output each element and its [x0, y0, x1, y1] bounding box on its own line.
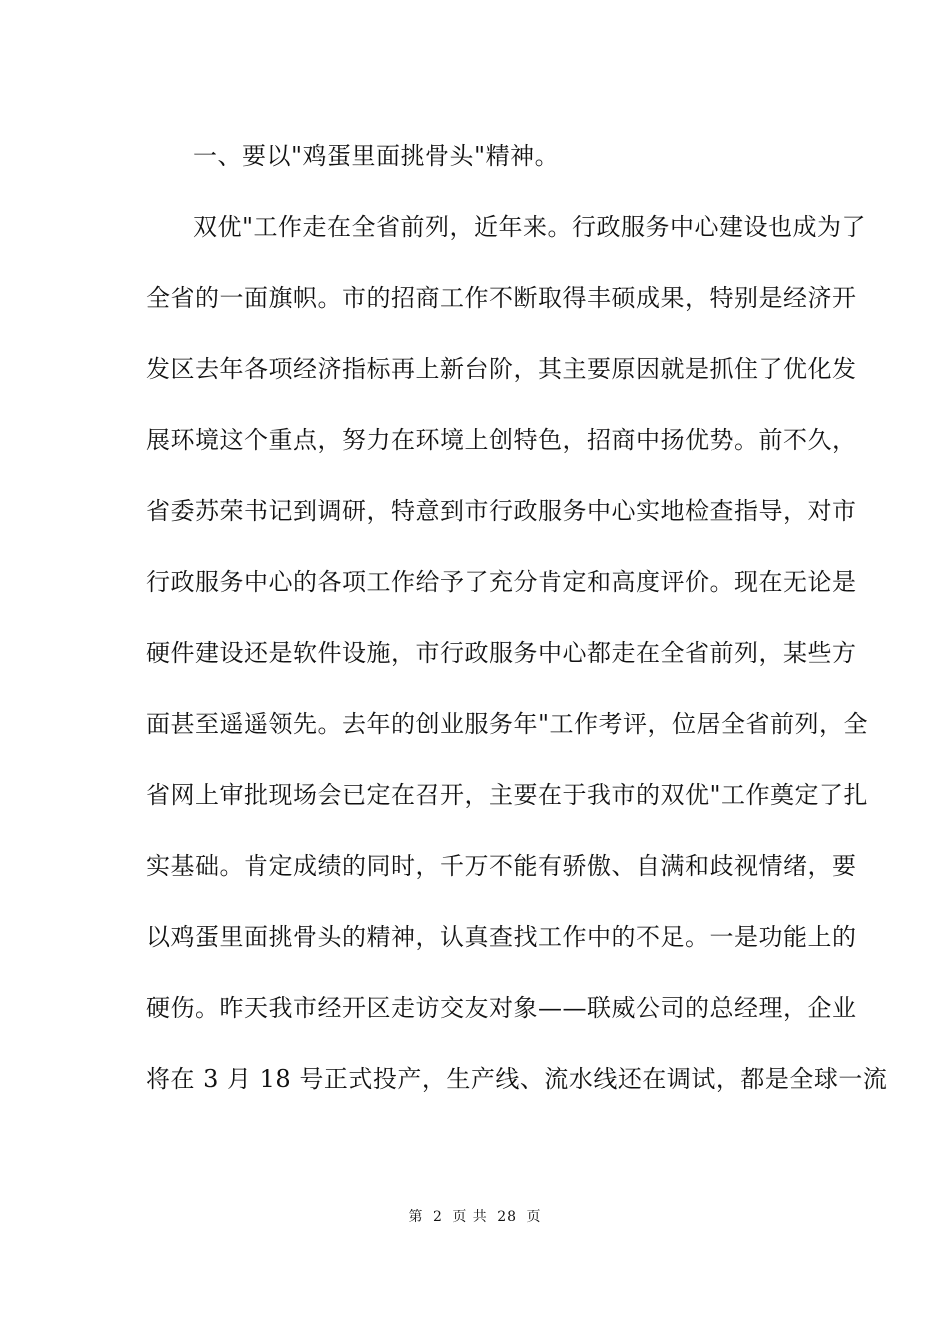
page-footer: [0, 1208, 950, 1226]
paragraph-line: 硬伤。昨天我市经开区走访交友对象——联威公司的总经理，企业: [146, 994, 857, 1022]
paragraph-line: 省委苏荣书记到调研，特意到市行政服务中心实地检查指导，对市: [146, 497, 857, 525]
footer-total-pages: 28: [497, 1209, 518, 1225]
paragraph-line: 双优"工作走在全省前列，近年来。行政服务中心建设也成为了: [193, 213, 867, 241]
paragraph-line: 展环境这个重点，努力在环境上创特色，招商中扬优势。前不久，: [146, 426, 857, 454]
footer-prefix: 第: [408, 1209, 424, 1225]
section-heading: 一、要以"鸡蛋里面挑骨头"精神。: [193, 142, 560, 170]
paragraph-line: 实基础。肯定成绩的同时，千万不能有骄傲、自满和歧视情绪，要: [146, 852, 857, 880]
paragraph-line: 将在 3 月 18 号正式投产，生产线、流水线还在调试，都是全球一流: [146, 1065, 888, 1093]
paragraph-line: 行政服务中心的各项工作给予了充分肯定和高度评价。现在无论是: [146, 568, 857, 596]
paragraph-line: 全省的一面旗帜。市的招商工作不断取得丰硕成果，特别是经济开: [146, 284, 857, 312]
footer-suffix: 页: [526, 1209, 542, 1225]
paragraph-line: 发区去年各项经济指标再上新台阶，其主要原因就是抓住了优化发: [146, 355, 857, 383]
footer-current-page: 2: [432, 1209, 443, 1225]
paragraph-line: 省网上审批现场会已定在召开，主要在于我市的双优"工作奠定了扎: [146, 781, 869, 809]
paragraph-line: 硬件建设还是软件设施，市行政服务中心都走在全省前列，某些方: [146, 639, 857, 667]
footer-middle: 页 共: [452, 1209, 488, 1225]
paragraph-line: 以鸡蛋里面挑骨头的精神，认真查找工作中的不足。一是功能上的: [146, 923, 857, 951]
paragraph-line: 面甚至遥遥领先。去年的创业服务年"工作考评，位居全省前列，全: [146, 710, 869, 738]
